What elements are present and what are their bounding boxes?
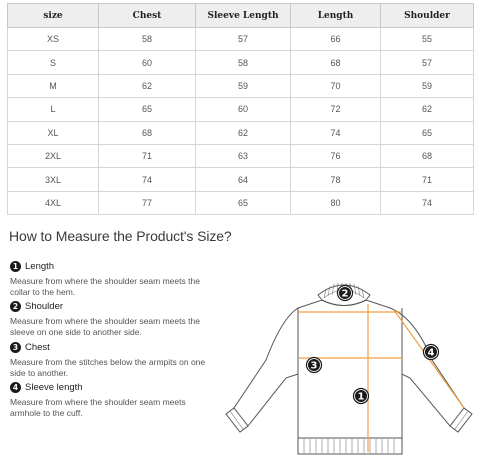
number-2-icon: 2 xyxy=(10,301,21,312)
size-cell: 2XL xyxy=(8,144,99,167)
size-cell: 4XL xyxy=(8,191,99,214)
sleeve-length-cell: 65 xyxy=(196,191,291,214)
number-4-icon: 4 xyxy=(10,382,21,393)
sleeve-length-cell: 62 xyxy=(196,121,291,144)
chest-cell: 58 xyxy=(99,28,196,51)
step-description xyxy=(10,276,225,298)
length-cell: 72 xyxy=(291,98,381,121)
shoulder-cell: 74 xyxy=(381,191,474,214)
length-cell: 68 xyxy=(291,51,381,74)
step-description-line: side to another. xyxy=(10,368,69,378)
step-description-line: armhole to the cuff. xyxy=(10,408,83,418)
step-title: Sleeve length xyxy=(25,381,83,393)
chest-cell: 74 xyxy=(99,168,196,191)
length-cell: 76 xyxy=(291,144,381,167)
shoulder-cell: 57 xyxy=(381,51,474,74)
size-cell: S xyxy=(8,51,99,74)
length-cell: 74 xyxy=(291,121,381,144)
step-description xyxy=(10,316,225,338)
step-description-line: Measure from where the shoulder seam meets xyxy=(10,397,186,407)
marker-1 xyxy=(354,389,369,404)
svg-text:3: 3 xyxy=(310,360,318,372)
chest-cell: 60 xyxy=(99,51,196,74)
table-header-row xyxy=(8,4,474,28)
table-row xyxy=(8,121,474,144)
step-description xyxy=(10,397,225,419)
size-cell: XL xyxy=(8,121,99,144)
shoulder-cell: 65 xyxy=(381,121,474,144)
svg-text:2: 2 xyxy=(341,288,349,300)
shoulder-cell: 62 xyxy=(381,98,474,121)
step-chest xyxy=(10,340,225,379)
sleeve-length-cell: 58 xyxy=(196,51,291,74)
hem-band xyxy=(298,438,402,454)
number-3-icon: 3 xyxy=(10,342,21,353)
measure-guide-title: How to Measure the Product's Size? xyxy=(9,228,232,244)
step-title: Length xyxy=(25,260,55,272)
svg-text:1: 1 xyxy=(357,391,365,403)
marker-3 xyxy=(307,358,322,373)
shoulder-cell: 68 xyxy=(381,144,474,167)
table-row xyxy=(8,51,474,74)
shoulder-cell: 59 xyxy=(381,74,474,97)
sleeve-length-cell: 59 xyxy=(196,74,291,97)
table-row xyxy=(8,98,474,121)
length-cell: 66 xyxy=(291,28,381,51)
sweater-outline xyxy=(234,285,464,438)
sweater-diagram xyxy=(220,280,474,470)
header-sleeve-length: Sleeve Length xyxy=(196,4,291,28)
step-shoulder xyxy=(10,299,225,338)
table-row xyxy=(8,74,474,97)
length-cell: 80 xyxy=(291,191,381,214)
size-table xyxy=(7,3,474,215)
table-row xyxy=(8,191,474,214)
chest-cell: 68 xyxy=(99,121,196,144)
length-cell: 70 xyxy=(291,74,381,97)
step-title: Chest xyxy=(25,341,50,353)
svg-text:4: 4 xyxy=(427,347,435,359)
table-row xyxy=(8,168,474,191)
sleeve-length-cell: 57 xyxy=(196,28,291,51)
sleeve-length-cell: 64 xyxy=(196,168,291,191)
step-description-line: Measure from where the shoulder seam meets the xyxy=(10,276,200,286)
step-description-line: sleeve on one side to another side. xyxy=(10,327,142,337)
step-description xyxy=(10,357,225,379)
size-cell: L xyxy=(8,98,99,121)
size-cell: XS xyxy=(8,28,99,51)
shoulder-cell: 55 xyxy=(381,28,474,51)
size-cell: M xyxy=(8,74,99,97)
sleeve-length-cell: 60 xyxy=(196,98,291,121)
header-length: Length xyxy=(291,4,381,28)
header-size: size xyxy=(8,4,99,28)
chest-cell: 77 xyxy=(99,191,196,214)
step-description-line: Measure from the stitches below the armpits on one xyxy=(10,357,206,367)
header-chest: Chest xyxy=(99,4,196,28)
number-1-icon: 1 xyxy=(10,261,21,272)
shoulder-cell: 71 xyxy=(381,168,474,191)
size-cell: 3XL xyxy=(8,168,99,191)
chest-cell: 62 xyxy=(99,74,196,97)
header-shoulder: Shoulder xyxy=(381,4,474,28)
sleeve-length-cell: 63 xyxy=(196,144,291,167)
chest-cell: 71 xyxy=(99,144,196,167)
step-description-line: collar to the hem. xyxy=(10,287,76,297)
step-description-line: Measure from where the shoulder seam meets the xyxy=(10,316,200,326)
table-row xyxy=(8,28,474,51)
marker-2 xyxy=(338,286,353,301)
table-row xyxy=(8,144,474,167)
step-sleeve-length xyxy=(10,380,225,419)
marker-4 xyxy=(424,345,439,360)
chest-cell: 65 xyxy=(99,98,196,121)
step-title: Shoulder xyxy=(25,300,64,312)
length-cell: 78 xyxy=(291,168,381,191)
step-length xyxy=(10,259,225,298)
